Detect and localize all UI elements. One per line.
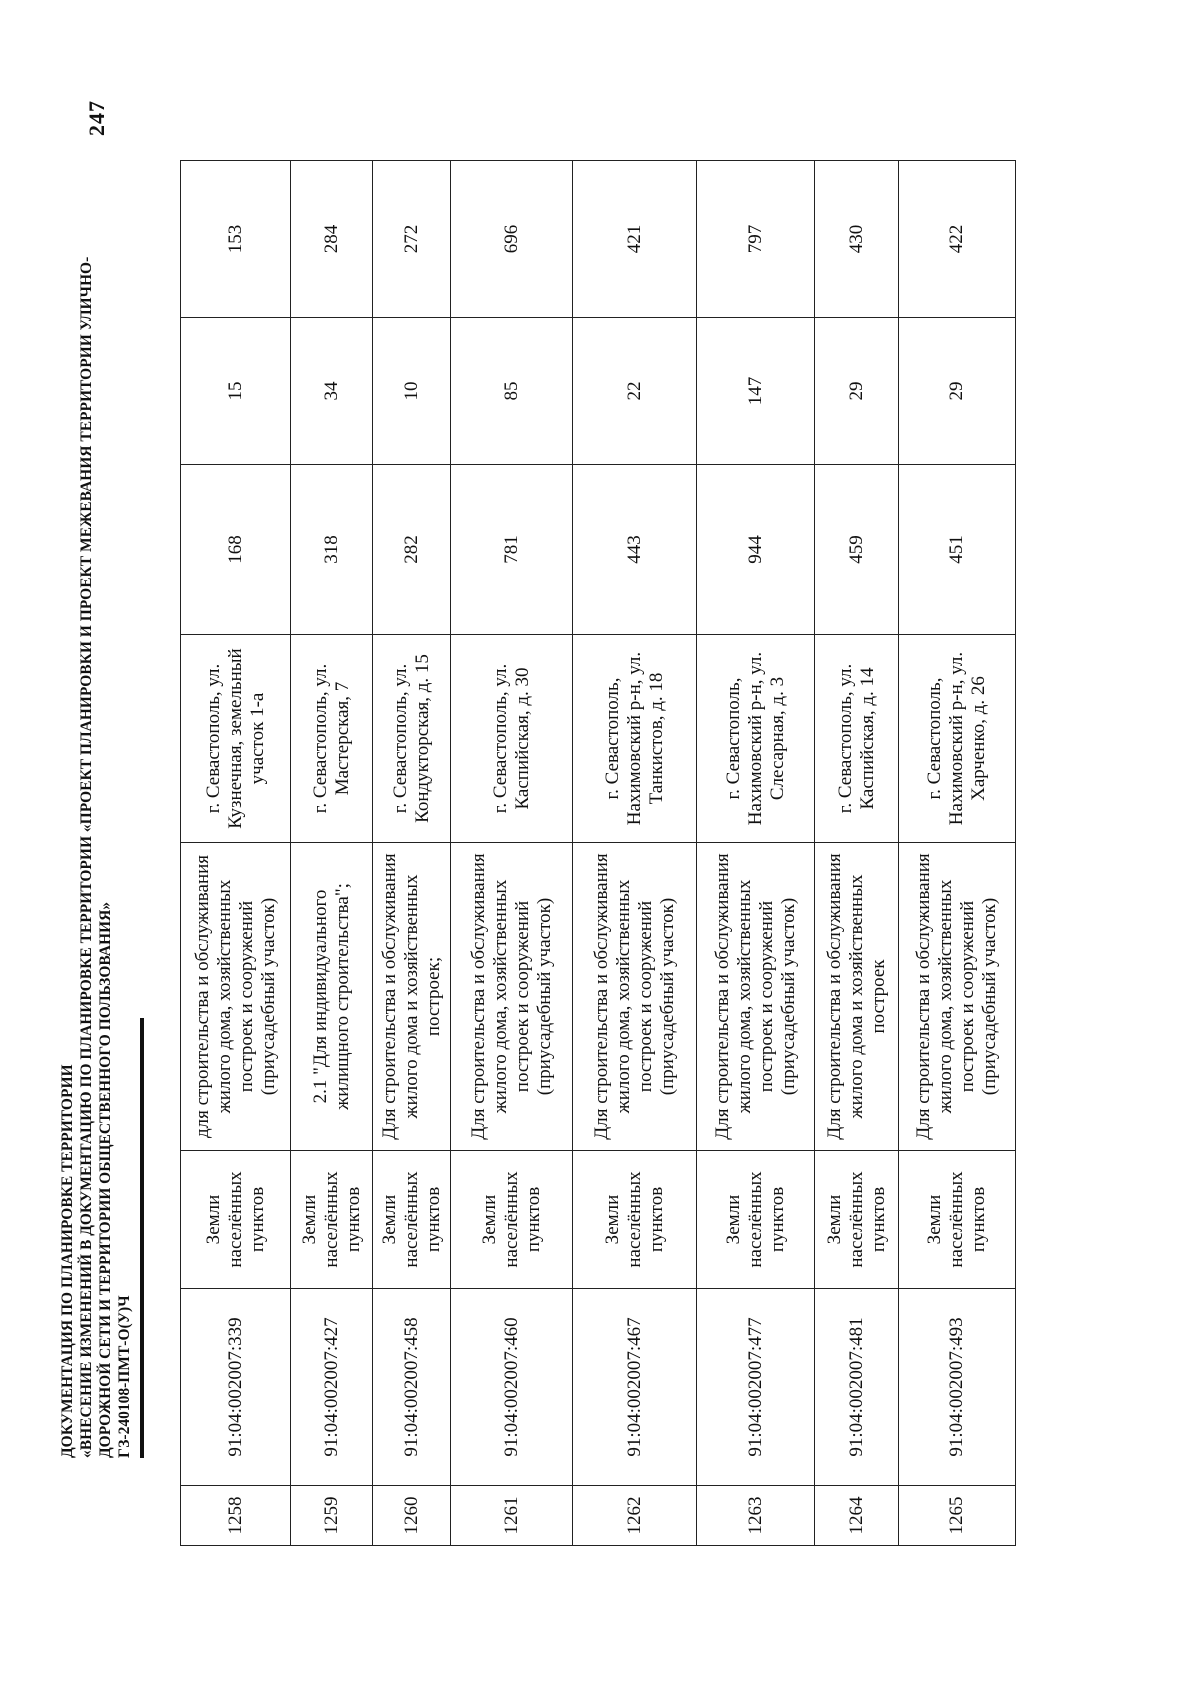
row-number-cell: 1263	[697, 1486, 815, 1546]
row-number-cell: 1262	[573, 1486, 697, 1546]
permitted-use-cell: 2.1 "Для индивидуального жилищного строительства";	[291, 843, 373, 1151]
land-category-cell: Земли населённых пунктов	[899, 1151, 1016, 1289]
area-value-1-cell: 944	[697, 465, 815, 635]
header-divider	[140, 1018, 144, 1458]
area-value-3-cell: 430	[815, 161, 899, 318]
land-category-cell: Земли населённых пунктов	[291, 1151, 373, 1289]
area-value-3-cell: 422	[899, 161, 1016, 318]
area-value-2-cell: 15	[181, 318, 291, 465]
row-number-cell: 1265	[899, 1486, 1016, 1546]
area-value-2-cell: 34	[291, 318, 373, 465]
address-cell: г. Севастополь, ул. Мастерская, 7	[291, 635, 373, 843]
area-value-2-cell: 29	[899, 318, 1016, 465]
permitted-use-cell: Для строительства и обслуживания жилого дома, хозяйственных построек и сооружений (приусадебный участок)	[899, 843, 1016, 1151]
land-category-cell: Земли населённых пунктов	[451, 1151, 573, 1289]
page-number: 247	[84, 100, 109, 136]
area-value-3-cell: 421	[573, 161, 697, 318]
area-value-2-cell: 85	[451, 318, 573, 465]
land-category-cell: Земли населённых пунктов	[697, 1151, 815, 1289]
area-value-1-cell: 282	[373, 465, 451, 635]
row-number-cell: 1259	[291, 1486, 373, 1546]
land-category-cell: Земли населённых пунктов	[373, 1151, 451, 1289]
area-value-1-cell: 451	[899, 465, 1016, 635]
area-value-2-cell: 22	[573, 318, 697, 465]
address-cell: г. Севастополь, ул. Каспийская, д. 30	[451, 635, 573, 843]
address-cell: г. Севастополь, Нахимовский р-н, ул. Харченко, д. 26	[899, 635, 1016, 843]
permitted-use-cell: Для строительства и обслуживания жилого дома, хозяйственных построек и сооружений (приусадебный участок)	[697, 843, 815, 1151]
row-number-cell: 1261	[451, 1486, 573, 1546]
address-cell: г. Севастополь, ул. Кондукторская, д. 15	[373, 635, 451, 843]
permitted-use-cell: Для строительства и обслуживания жилого дома, хозяйственных построек и сооружений (приусадебный участок)	[573, 843, 697, 1151]
area-value-2-cell: 147	[697, 318, 815, 465]
cadastral-number-cell: 91:04:002007:481	[815, 1289, 899, 1486]
table-row	[451, 161, 573, 1546]
table-row	[181, 161, 291, 1546]
table-row	[899, 161, 1016, 1546]
table-row	[573, 161, 697, 1546]
land-category-cell: Земли населённых пунктов	[573, 1151, 697, 1289]
address-cell: г. Севастополь, ул. Кузнечная, земельный участок 1-а	[181, 635, 291, 843]
row-number-cell: 1260	[373, 1486, 451, 1546]
address-cell: г. Севастополь, Нахимовский р-н, ул. Танкистов, д. 18	[573, 635, 697, 843]
area-value-1-cell: 459	[815, 465, 899, 635]
cadastral-number-cell: 91:04:002007:427	[291, 1289, 373, 1486]
table-row	[291, 161, 373, 1546]
cadastral-number-cell: 91:04:002007:467	[573, 1289, 697, 1486]
table-row	[697, 161, 815, 1546]
land-category-cell: Земли населённых пунктов	[815, 1151, 899, 1289]
cadastral-number-cell: 91:04:002007:477	[697, 1289, 815, 1486]
area-value-3-cell: 696	[451, 161, 573, 318]
area-value-1-cell: 443	[573, 465, 697, 635]
header-line: ДОКУМЕНТАЦИЯ ПО ПЛАНИРОВКЕ ТЕРРИТОРИИ	[59, 1064, 76, 1458]
area-value-2-cell: 10	[373, 318, 451, 465]
area-value-3-cell: 797	[697, 161, 815, 318]
address-cell: г. Севастополь, Нахимовский р-н, ул. Слесарная, д. 3	[697, 635, 815, 843]
header-line: ГЗ-240108-ПМТ-О(У)Ч	[116, 1295, 133, 1458]
land-category-cell: Земли населённых пунктов	[181, 1151, 291, 1289]
table-row	[815, 161, 899, 1546]
permitted-use-cell: для строительства и обслуживания жилого дома, хозяйственных построек и сооружений (приусадебный участок)	[181, 843, 291, 1151]
area-value-1-cell: 168	[181, 465, 291, 635]
area-value-3-cell: 153	[181, 161, 291, 318]
row-number-cell: 1258	[181, 1486, 291, 1546]
cadastral-number-cell: 91:04:002007:458	[373, 1289, 451, 1486]
area-value-3-cell: 272	[373, 161, 451, 318]
permitted-use-cell: Для строительства и обслуживания жилого дома и хозяйственных построек	[815, 843, 899, 1151]
document-header	[58, 78, 134, 1458]
area-value-1-cell: 781	[451, 465, 573, 635]
address-cell: г. Севастополь, ул. Каспийская, д. 14	[815, 635, 899, 843]
parcel-table	[180, 160, 1016, 1546]
cadastral-number-cell: 91:04:002007:460	[451, 1289, 573, 1486]
row-number-cell: 1264	[815, 1486, 899, 1546]
cadastral-number-cell: 91:04:002007:339	[181, 1289, 291, 1486]
cadastral-number-cell: 91:04:002007:493	[899, 1289, 1016, 1486]
permitted-use-cell: Для строительства и обслуживания жилого дома, хозяйственных построек и сооружений (приусадебный участок)	[451, 843, 573, 1151]
table-row	[373, 161, 451, 1546]
area-value-3-cell: 284	[291, 161, 373, 318]
header-line: «ВНЕСЕНИЕ ИЗМЕНЕНИЙ В ДОКУМЕНТАЦИЮ ПО ПЛАНИРОВКЕ ТЕРРИТОРИИ «ПРОЕКТ ПЛАНИРОВКИ И ПРОЕКТ МЕЖЕВАНИЯ ТЕРРИТОРИИ УЛИЧНО-	[78, 256, 95, 1458]
header-line: ДОРОЖНОЙ СЕТИ И ТЕРРИТОРИИ ОБЩЕСТВЕННОГО ПОЛЬЗОВАНИЯ»	[97, 901, 114, 1458]
permitted-use-cell: Для строительства и обслуживания жилого дома и хозяйственных построек;	[373, 843, 451, 1151]
area-value-2-cell: 29	[815, 318, 899, 465]
area-value-1-cell: 318	[291, 465, 373, 635]
